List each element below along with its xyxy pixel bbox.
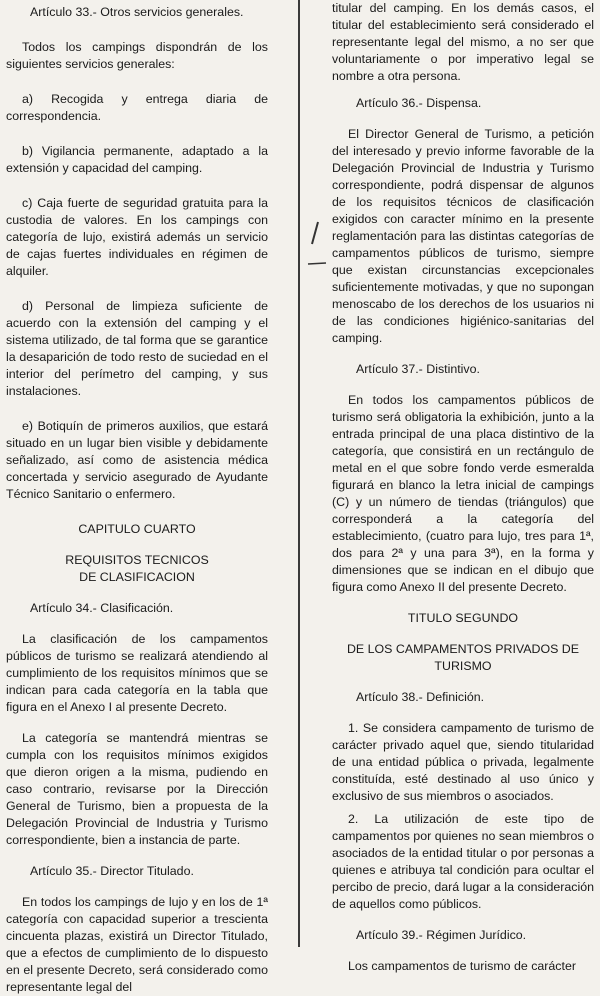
title-heading: TITULO SEGUNDO (407, 611, 519, 625)
article-34-heading: Artículo 34.- Clasificación. (30, 601, 174, 615)
paragraph: 2. La utilización de este tipo de campamentos por quienes no sean miembros o asociados de la entidad titular o por personas a quienes e atribuya tal condición para ocultar el percibo de precio, dará lugar a la consideración de aquellos como públicos. (332, 812, 594, 911)
chapter-title-line-1: REQUISITOS TECNICOS (65, 553, 209, 567)
article-37-heading: Artículo 37.- Distintivo. (356, 362, 480, 376)
chapter-title-line-2: DE CLASIFICACION (79, 570, 195, 584)
list-item-e: e) Botiquín de primeros auxilios, que estará situado en un lugar bien visible y debidamente señalizado, así como de asistencia médica concertada y servicio asegurado de Ayudante Técnico Sanitario o enfermero. (6, 419, 268, 501)
paragraph: Los campamentos de turismo de carácter (348, 959, 576, 973)
article-38-heading: Artículo 38.- Definición. (356, 690, 485, 704)
list-item-c: c) Caja fuerte de seguridad gratuita para la custodia de valores. En los campings con categoría de lujo, existirá además un servicio de cajas fuertes individuales en régimen de alquiler. (6, 196, 268, 278)
list-item-b: b) Vigilancia permanente, adaptado a la extensión y capacidad del camping. (6, 144, 268, 175)
handwritten-margin-mark (306, 220, 328, 270)
list-item-a: a) Recogida y entrega diaria de correspondencia. (6, 92, 268, 123)
article-39-heading: Artículo 39.- Régimen Jurídico. (356, 928, 527, 942)
paragraph: La categoría se mantendrá mientras se cumpla con los requisitos mínimos exigidos que dieron origen a la misma, pudiendo en caso contrario, revisarse por la Dirección General de Turismo, bien a propuesta de la Delegación Provincial de Industria y Turismo correspondiente, bien a instancia de parte. (6, 731, 268, 847)
chapter-heading: CAPITULO CUARTO (78, 522, 196, 536)
article-36-heading: Artículo 36.- Dispensa. (356, 96, 482, 110)
article-35-heading: Artículo 35.- Director Titulado. (30, 864, 194, 878)
paragraph: La clasificación de los campamentos públicos de turismo se realizará atendiendo al cumplimiento de los requisitos mínimos que se indican para cada categoría en la tabla que figura en el Anexo I al presente Decreto. (6, 632, 268, 714)
title-subheading: DE LOS CAMPAMENTOS PRIVADOS DE TURISMO (346, 642, 580, 673)
paragraph: Todos los campings dispondrán de los siguientes servicios generales: (6, 40, 268, 71)
paragraph: El Director General de Turismo, a petición del interesado y previo informe favorable de la Delegación Provincial de Industria y Turismo correspondiente, podrá dispensar de algunos de los requisitos técnicos de clasificación exigidos con caracter mínimo en la presente reglamentación para las distintas categorías de campamentos públicos de turismo, siempre que existan circunstancias excepcionales suficientemente motivadas, y que no supongan menoscabo de los derechos de los usuarios ni de las condiciones higiénico-sanitarias del camping. (332, 127, 594, 345)
left-column (6, 0, 268, 996)
paragraph: En todos los campamentos públicos de turismo será obligatoria la exhibición, junto a la entrada principal de una placa distintivo de la categoría, que consistirá en un rectángulo de metal en el que sobre fondo verde esmeralda figurará en blanco la letra inicial de campings (C) y un número de tiendas (triángulos) que corresponderá a la categoría del establecimiento, (cuatro para lujo, tres para 1ª, dos para 2ª y una para 3ª), en la forma y dimensiones que se indican en el dibujo que figura como Anexo II del presente Decreto. (332, 393, 594, 594)
column-divider (298, 0, 300, 947)
article-33-heading: Artículo 33.- Otros servicios generales. (30, 5, 244, 19)
paragraph: 1. Se considera campamento de turismo de carácter privado aquel que, siendo titularidad de una entidad pública o privada, legalmente constituída, esté destinado al uso único y exclusivo de sus miembros o asociados. (332, 721, 594, 803)
paragraph: En todos los campings de lujo y en los de 1ª categoría con capacidad superior a trescienta cincuenta plazas, existirá un Director Titulado, que a efectos de cumplimiento de lo dispuesto en el presente Decreto, será considerado como representante legal del (6, 895, 268, 994)
paragraph: titular del camping. En los demás casos, el titular del establecimiento será considerado el representante legal del mismo, a no ser que voluntariamente o por imperativo legal se nombre a otra persona. (332, 1, 594, 83)
right-column (332, 0, 594, 975)
list-item-d: d) Personal de limpieza suficiente de acuerdo con la extensión del camping y el sistema utilizado, de tal forma que se garantice la desaparición de todo resto de suciedad en el interior del perímetro del camping, y sus instalaciones. (6, 299, 268, 398)
